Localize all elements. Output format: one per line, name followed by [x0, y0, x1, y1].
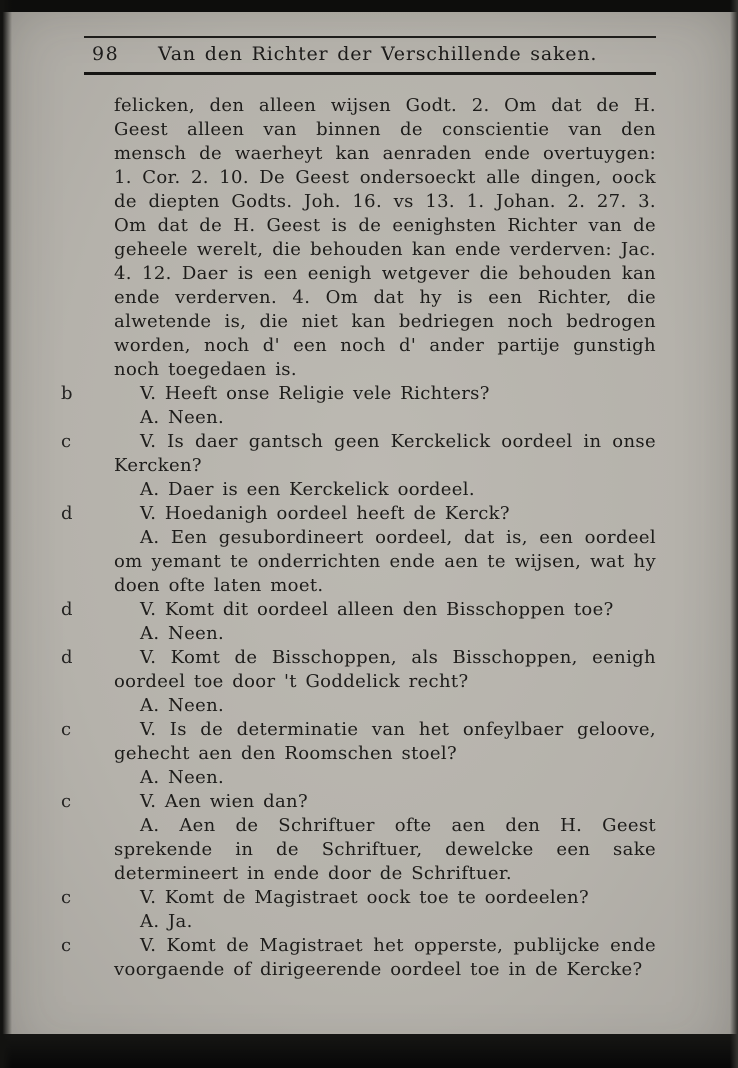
margin-letter: d — [61, 503, 73, 524]
question-text: V. Heeft onse Religie vele Richters? — [140, 383, 490, 404]
answer-text: A. Ja. — [140, 911, 193, 932]
margin-letter: b — [61, 383, 73, 404]
page-body — [61, 94, 656, 982]
page-number: 98 — [92, 43, 120, 65]
qa-entry — [61, 502, 656, 598]
header-row — [84, 38, 656, 72]
qa-entry — [61, 382, 656, 430]
qa-entry — [61, 790, 656, 886]
running-header-title: Van den Richter der Verschillende saken. — [157, 43, 598, 65]
scan-edge-top — [0, 0, 738, 12]
question-text: V. Is daer gantsch geen Kerckelick oordeel in onse Kercken? — [114, 431, 656, 476]
qa-entry — [61, 646, 656, 718]
question-text: V. Aen wien dan? — [140, 791, 308, 812]
margin-letter: c — [61, 431, 72, 452]
answer-text: A. Een gesubordineert oordeel, dat is, een oordeel om yemant te onderrichten ende aen te wijsen, wat hy doen ofte laten moet. — [114, 527, 656, 596]
answer-text: A. Daer is een Kerckelick oordeel. — [140, 479, 475, 500]
answer-text: A. Neen. — [140, 767, 225, 788]
margin-letter: d — [61, 647, 73, 668]
question-text: V. Hoedanigh oordeel heeft de Kerck? — [140, 503, 510, 524]
question-text: V. Komt de Bisschoppen, als Bisschoppen, eenigh oordeel toe door 't Goddelick recht? — [114, 647, 656, 692]
answer-text: A. Aen de Schriftuer ofte aen den H. Geest sprekende in de Schriftuer, dewelcke een sake determineert in ende door de Schriftuer. — [114, 815, 656, 884]
scan-edge-right — [730, 0, 738, 1068]
scan-edge-bottom — [0, 1034, 738, 1068]
answer-text: A. Neen. — [140, 623, 225, 644]
continuation-paragraph: felicken, den alleen wijsen Godt. 2. Om dat de H. Geest alleen van binnen de conscientie van den mensch de waerheyt kan aenraden ende overtuygen: 1. Cor. 2. 10. De Geest ondersoeckt alle dingen, oock de diepten Godts. Joh. 16. vs 13. 1. Johan. 2. 27. 3. Om dat de H. Geest is de eenighsten Richter van de geheele werelt, die behouden kan ende verderven: Jac. 4. 12. Daer is een eenigh wetgever die behouden kan ende verderven. 4. Om dat hy is een Richter, die alwetende is, die niet kan bedriegen noch bedrogen worden, noch d' een noch d' ander partije gunstigh noch toegedaen is. — [114, 95, 656, 380]
scan-edge-left — [0, 0, 12, 1068]
qa-entry — [61, 886, 656, 934]
margin-letter: c — [61, 887, 72, 908]
answer-text: A. Neen. — [140, 695, 225, 716]
margin-letter: c — [61, 935, 72, 956]
page-header — [84, 36, 656, 75]
margin-letter: d — [61, 599, 73, 620]
header-rule-bottom — [84, 72, 656, 75]
question-text: V. Komt de Magistraet oock toe te oordeelen? — [140, 887, 589, 908]
question-text: V. Komt de Magistraet het opperste, publijcke ende voorgaende of dirigeerende oordeel toe in de Kercke? — [114, 935, 656, 980]
question-text: V. Komt dit oordeel alleen den Bisschoppen toe? — [140, 599, 614, 620]
answer-text: A. Neen. — [140, 407, 225, 428]
question-text: V. Is de determinatie van het onfeylbaer geloove, gehecht aen den Roomschen stoel? — [114, 719, 656, 764]
qa-entry — [61, 718, 656, 790]
qa-entry — [61, 430, 656, 502]
qa-entry — [61, 598, 656, 646]
margin-letter: c — [61, 791, 72, 812]
qa-entry — [61, 934, 656, 982]
margin-letter: c — [61, 719, 72, 740]
